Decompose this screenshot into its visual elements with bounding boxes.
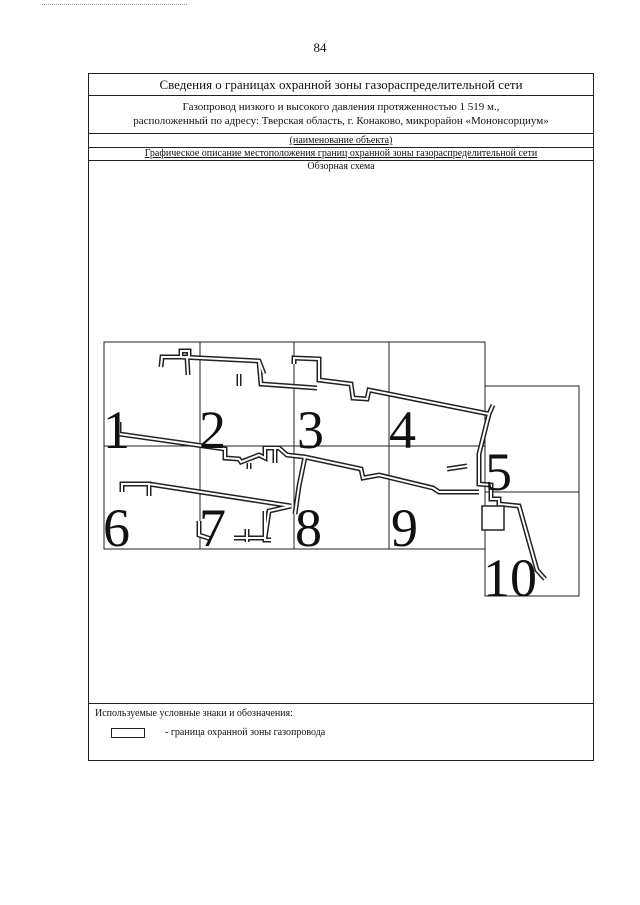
- scheme-caption: Обзорная схема: [307, 161, 375, 172]
- sheet-number: 4: [389, 400, 416, 460]
- legend-item-label: - граница охранной зоны газопровода: [165, 727, 326, 738]
- overview-scheme: [89, 74, 595, 703]
- sheet-number: 3: [297, 400, 324, 460]
- gas-point-box: [482, 506, 504, 530]
- description-caption-text: Графическое описание местоположения границ охранной зоны газораспределительной сети: [144, 148, 538, 159]
- sheet-number: 6: [103, 498, 130, 558]
- sheet-number: 5: [485, 442, 512, 502]
- document-frame: [88, 73, 594, 761]
- legend-title: Используемые условные знаки и обозначения:: [95, 708, 293, 719]
- sheet-numbers: [103, 400, 537, 608]
- object-caption-text: (наименование объекта): [289, 135, 393, 146]
- page-number: 84: [313, 40, 327, 55]
- sheet-number: 8: [295, 498, 322, 558]
- sheet-number: 9: [391, 498, 418, 558]
- legend-divider: [89, 703, 593, 704]
- scan-artifact: [42, 4, 187, 7]
- object-line-2: расположенный по адресу: Тверская область, г. Конаково, микрорайон «Мононсорциум»: [133, 115, 549, 127]
- zone-boundary-symbol: [111, 728, 145, 738]
- document-title: Сведения о границах охранной зоны газораспределительной сети: [89, 74, 593, 96]
- protection-zone-outline: [119, 351, 545, 579]
- sheet-number: 1: [103, 400, 130, 460]
- sheet-number: 2: [199, 400, 226, 460]
- object-line-1: Газопровод низкого и высокого давления протяженностью 1 519 м.,: [182, 101, 500, 113]
- sheet-number: 7: [199, 498, 226, 558]
- sheet-number: 10: [483, 548, 537, 608]
